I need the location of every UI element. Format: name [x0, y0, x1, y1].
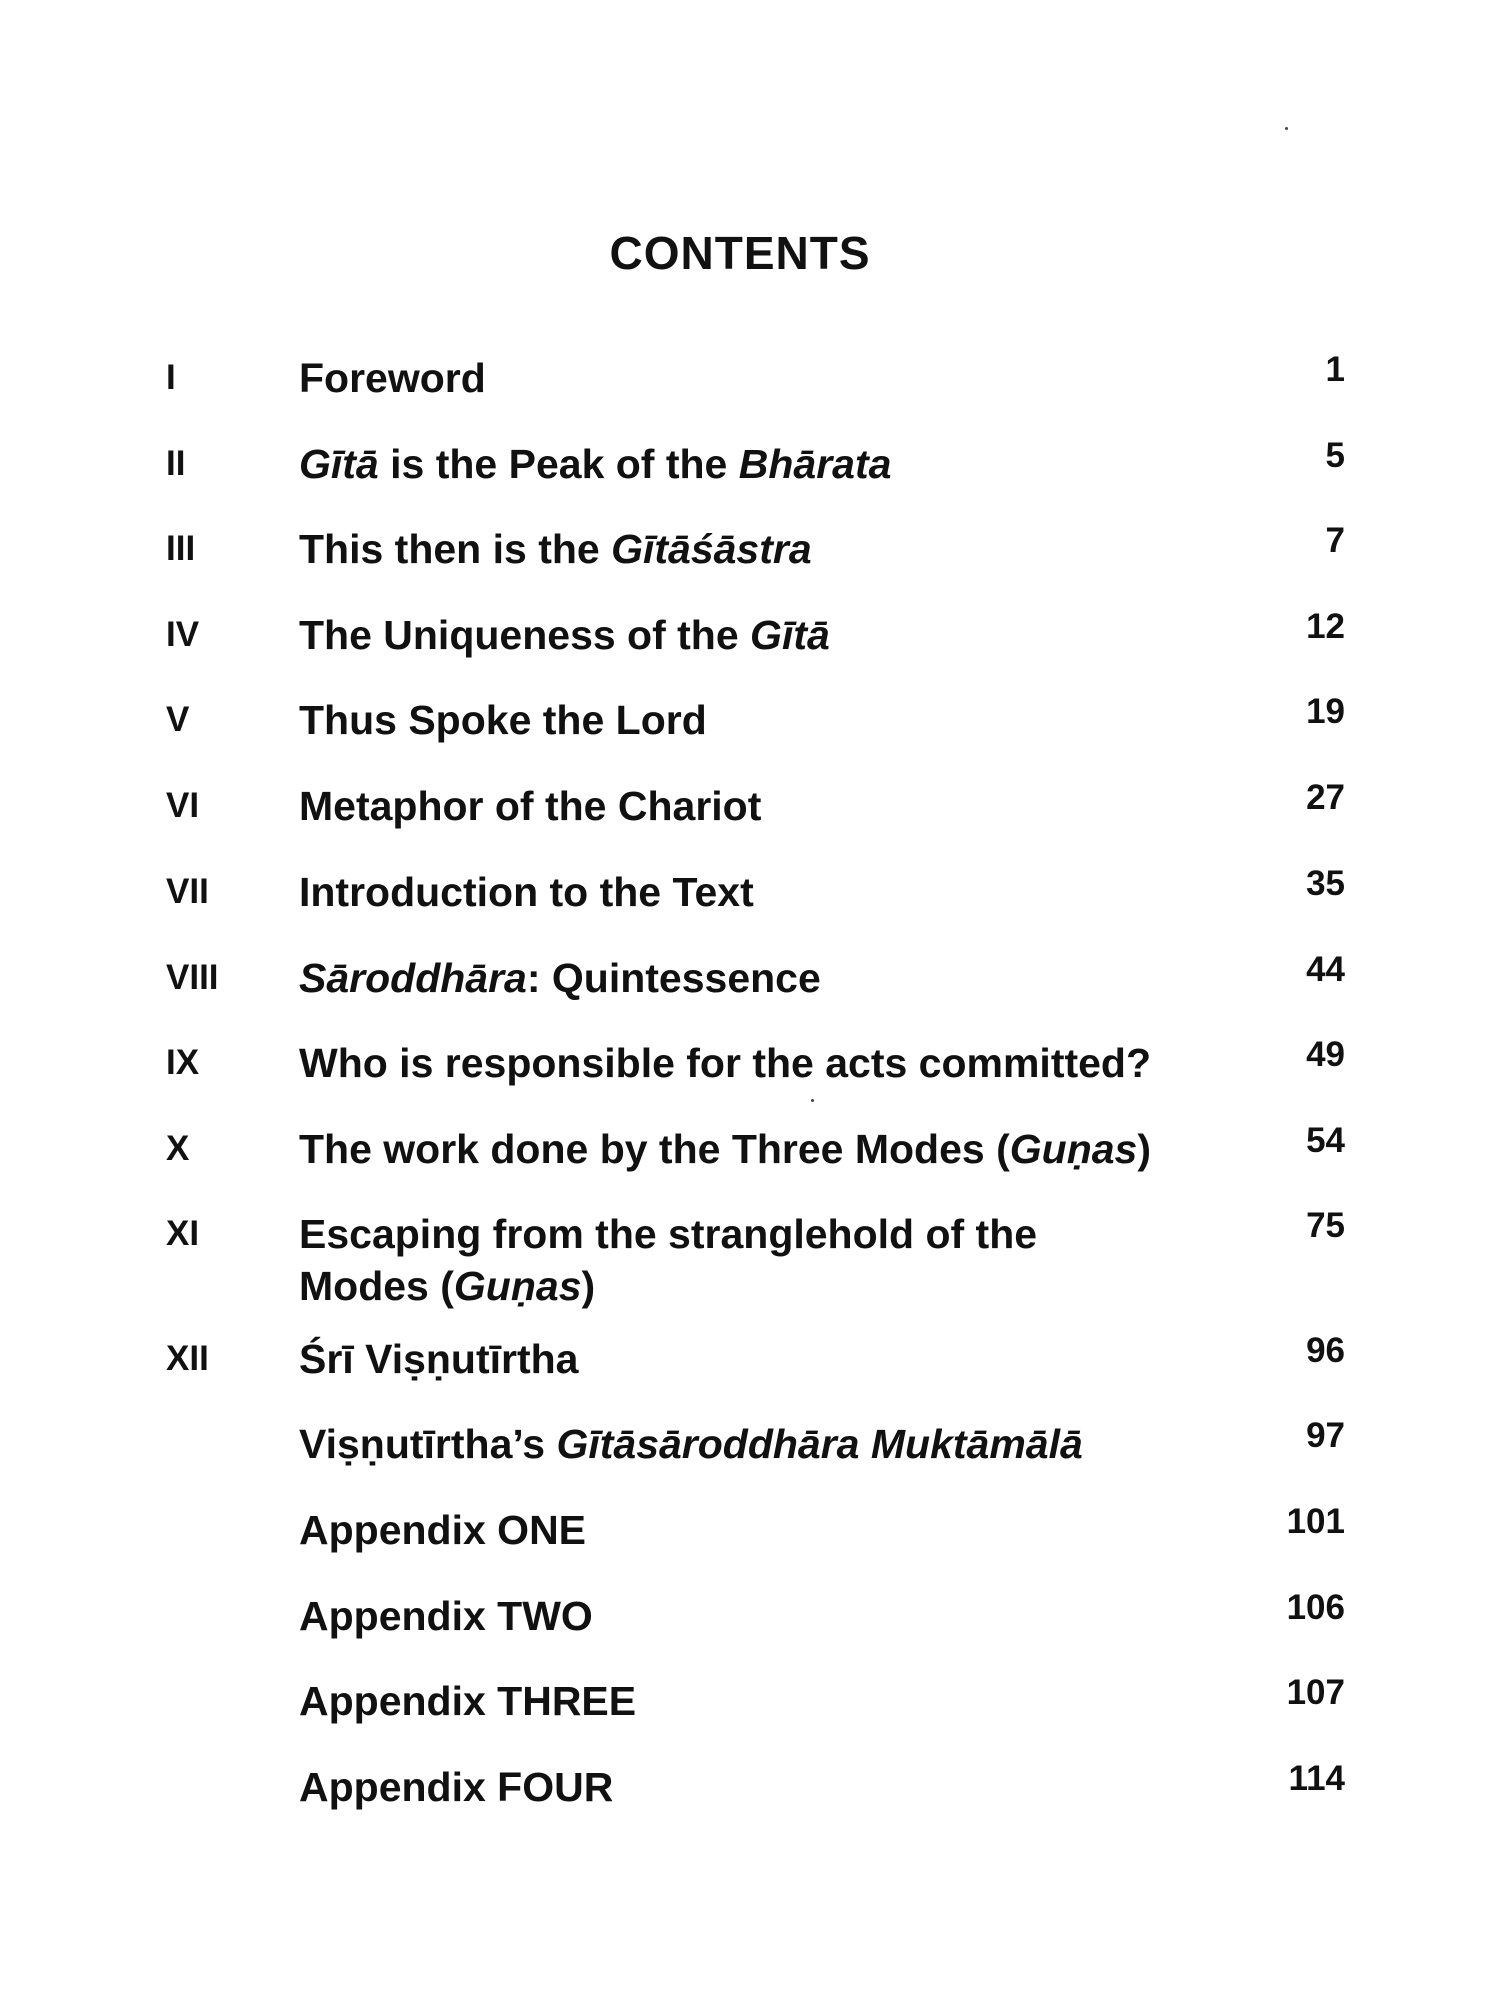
title-segment: Appendix TWO [299, 1593, 593, 1639]
chapter-title [299, 1208, 1249, 1312]
page-number: 7 [1325, 521, 1345, 560]
title-segment: Escaping from the stranglehold of the [299, 1211, 1038, 1257]
title-segment: This then is the [299, 526, 612, 572]
title-segment: Modes ( [299, 1263, 454, 1309]
chapter-title [299, 438, 1249, 490]
page-number: 27 [1306, 778, 1345, 817]
chapter-title [299, 1590, 1249, 1642]
chapter-number: X [166, 1129, 190, 1168]
page-number: 106 [1286, 1588, 1345, 1627]
chapter-number: VII [166, 872, 209, 911]
page-number: 5 [1325, 436, 1345, 475]
title-italic-segment: Bhārata [738, 441, 892, 487]
title-segment: The work done by the Three Modes ( [299, 1126, 1010, 1172]
page-number: 96 [1306, 1331, 1345, 1370]
title-segment: The Uniqueness of the [299, 612, 751, 658]
chapter-number: XI [166, 1214, 200, 1253]
title-italic-segment: Gītāśāstra [611, 526, 812, 572]
chapter-number: VI [166, 786, 200, 825]
page-number: 49 [1306, 1035, 1345, 1074]
chapter-number: VIII [166, 958, 219, 997]
chapter-number: III [166, 529, 196, 568]
chapter-title [299, 1123, 1249, 1175]
chapter-title [299, 1675, 1249, 1727]
title-segment: Appendix THREE [299, 1678, 637, 1724]
chapter-title [299, 609, 1249, 661]
chapter-title [299, 866, 1249, 918]
page-title: CONTENTS [609, 227, 871, 279]
title-segment: Metaphor of the Chariot [299, 783, 762, 829]
chapter-number: XII [166, 1339, 209, 1378]
scan-speck [1285, 127, 1288, 130]
chapter-title [299, 1418, 1249, 1470]
title-italic-segment: Guṇas [1009, 1126, 1138, 1172]
title-segment: Thus Spoke the Lord [299, 697, 707, 743]
page-number: 12 [1306, 607, 1345, 646]
scan-speck [811, 1099, 814, 1102]
title-italic-segment: Sāroddhāra [299, 955, 527, 1001]
title-segment: Viṣṇutīrtha’s [299, 1421, 557, 1467]
title-segment: Foreword [299, 355, 486, 401]
chapter-title [299, 952, 1249, 1004]
title-segment: Appendix FOUR [299, 1764, 614, 1810]
title-segment: Introduction to the Text [299, 869, 754, 915]
chapter-title [299, 1504, 1249, 1556]
title-segment: : Quintessence [526, 955, 821, 1001]
chapter-number: I [166, 358, 176, 397]
title-italic-segment: Gītā [750, 612, 830, 658]
title-segment: ) [1137, 1126, 1152, 1172]
title-segment: Śrī Viṣṇutīrtha [299, 1336, 579, 1382]
title-italic-segment: Gītāsāroddhāra Muktāmālā [556, 1421, 1083, 1467]
page-number: 75 [1306, 1206, 1345, 1245]
page-number: 97 [1306, 1416, 1345, 1455]
title-italic-segment: Gītā [299, 441, 379, 487]
chapter-title [299, 1333, 1249, 1385]
page-number: 1 [1325, 350, 1345, 389]
page-number: 54 [1306, 1121, 1345, 1160]
page-number: 114 [1288, 1759, 1345, 1798]
chapter-number: IV [166, 615, 200, 654]
title-segment: Appendix ONE [299, 1507, 587, 1553]
title-italic-segment: Guṇas [453, 1263, 582, 1309]
page-number: 35 [1306, 864, 1345, 903]
chapter-title [299, 1761, 1249, 1813]
chapter-number: IX [166, 1043, 200, 1082]
chapter-title [299, 352, 1249, 404]
chapter-number: II [166, 444, 186, 483]
chapter-title [299, 1037, 1249, 1089]
page-number: 19 [1306, 692, 1345, 731]
title-segment: ) [581, 1263, 596, 1309]
chapter-title [299, 780, 1249, 832]
chapter-title [299, 694, 1249, 746]
page-number: 44 [1306, 950, 1345, 989]
chapter-title [299, 523, 1249, 575]
page-number: 107 [1286, 1673, 1345, 1712]
chapter-number: V [166, 700, 190, 739]
title-segment: Who is responsible for the acts committed? [299, 1040, 1152, 1086]
page-number: 101 [1286, 1502, 1345, 1541]
title-segment: is the Peak of the [378, 441, 739, 487]
